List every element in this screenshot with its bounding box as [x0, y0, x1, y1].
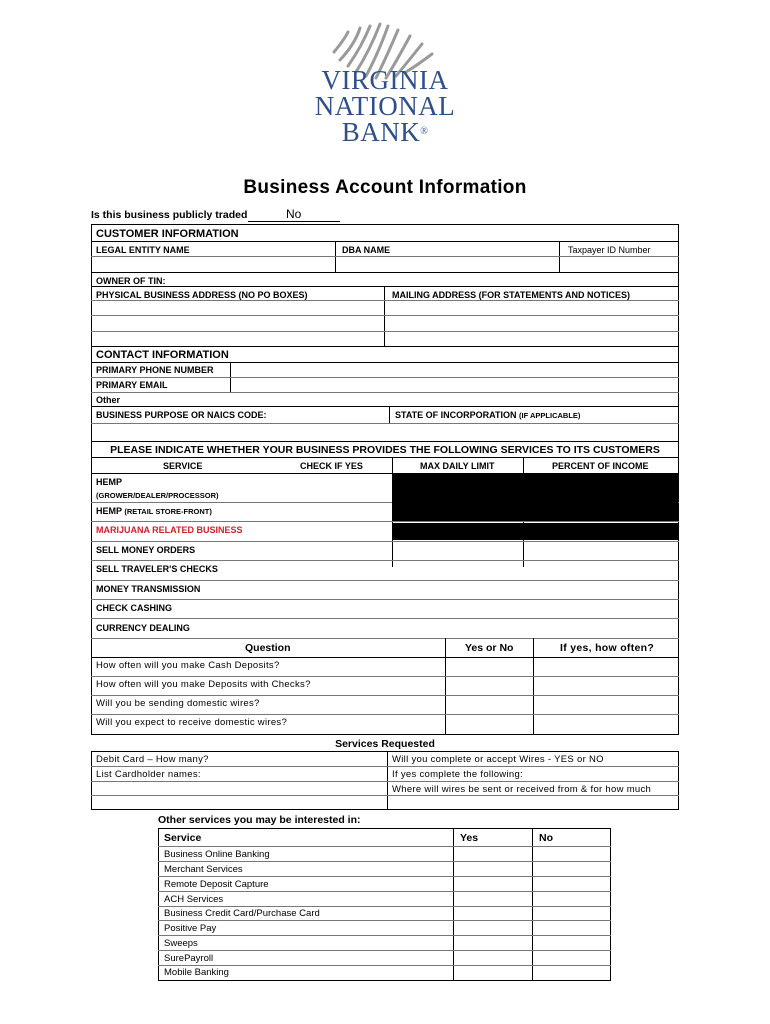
taxpayer-id-field[interactable]: [560, 257, 678, 272]
money-orders-check-box[interactable]: [300, 542, 380, 560]
col-yes-no-header: Yes or No: [465, 642, 514, 654]
service-hemp-sub: (GROWER/DEALER/PROCESSOR): [96, 491, 219, 500]
hemp-check-box[interactable]: [300, 475, 380, 501]
question-check-deposits: How often will you make Deposits with Checks?: [96, 679, 311, 690]
other-service-item: ACH Services: [164, 894, 224, 905]
wires-question-label: Will you complete or accept Wires - YES or NO: [392, 754, 604, 765]
services-requested-heading: Services Requested: [335, 738, 435, 750]
primary-phone-label: PRIMARY PHONE NUMBER: [96, 365, 214, 375]
cardholder-names-label: List Cardholder names:: [96, 769, 201, 780]
publicly-traded-answer[interactable]: No: [286, 207, 302, 221]
col-check-if-yes-header: CHECK IF YES: [300, 461, 363, 471]
service-check-cashing: CHECK CASHING: [96, 603, 173, 613]
question-cash-deposits: How often will you make Cash Deposits?: [96, 660, 280, 671]
hemp-retail-check-box[interactable]: [300, 503, 380, 520]
legal-entity-name-label: LEGAL ENTITY NAME: [96, 245, 190, 255]
marijuana-check-box[interactable]: [300, 522, 380, 540]
logo-line-bank: BANK®: [341, 117, 429, 147]
taxpayer-id-label: Taxpayer ID Number: [568, 245, 651, 255]
mailing-address-label: MAILING ADDRESS (FOR STATEMENTS AND NOTICES): [392, 290, 630, 300]
service-hemp-retail: HEMP (RETAIL STORE-FRONT): [96, 506, 212, 516]
dba-name-field[interactable]: [336, 257, 558, 272]
primary-phone-field[interactable]: [231, 363, 678, 377]
legal-entity-name-field[interactable]: [91, 257, 335, 272]
debit-card-label: Debit Card – How many?: [96, 754, 209, 765]
customer-info-heading: CUSTOMER INFORMATION: [96, 228, 239, 240]
other-col-yes-header: Yes: [460, 832, 479, 844]
business-purpose-label: BUSINESS PURPOSE OR NAICS CODE:: [96, 410, 267, 420]
primary-email-field[interactable]: [231, 378, 678, 392]
if-yes-label: If yes complete the following:: [392, 769, 523, 780]
service-money-transmission: MONEY TRANSMISSION: [96, 584, 201, 594]
service-hemp: HEMP: [96, 477, 123, 487]
other-service-item: Mobile Banking: [164, 967, 229, 978]
other-service-item: Business Credit Card/Purchase Card: [164, 908, 320, 919]
services-table-heading: PLEASE INDICATE WHETHER YOUR BUSINESS PROVIDES THE FOLLOWING SERVICES TO ITS CUSTOMERS: [110, 444, 660, 456]
other-service-item: Business Online Banking: [164, 849, 270, 860]
bank-logo: [300, 22, 470, 150]
other-service-item: Remote Deposit Capture: [164, 879, 269, 890]
primary-email-label: PRIMARY EMAIL: [96, 380, 168, 390]
col-question-header: Question: [245, 642, 291, 654]
contact-info-heading: CONTACT INFORMATION: [96, 349, 229, 361]
col-how-often-header: If yes, how often?: [560, 642, 655, 654]
other-service-item: SurePayroll: [164, 953, 214, 964]
publicly-traded-underline: [248, 221, 340, 222]
service-money-orders: SELL MONEY ORDERS: [96, 545, 196, 555]
other-services-heading: Other services you may be interested in:: [158, 814, 361, 826]
answer-cash-deposits-yes-no[interactable]: [446, 658, 532, 676]
answer-cash-deposits-how-often[interactable]: [534, 658, 678, 676]
other-service-item: Positive Pay: [164, 923, 217, 934]
page-title: Business Account Information: [243, 177, 527, 198]
col-service-header: SERVICE: [163, 461, 203, 471]
logo-line-national: NATIONAL: [314, 91, 456, 121]
wires-where-label: Where will wires be sent or received from & for how much: [392, 784, 652, 795]
other-col-no-header: No: [539, 832, 553, 844]
col-percent-income-header: PERCENT OF INCOME: [552, 461, 649, 471]
other-contact-label: Other: [96, 395, 121, 405]
question-sending-wires: Will you be sending domestic wires?: [96, 698, 260, 709]
state-of-incorporation-label: STATE OF INCORPORATION (IF APPLICABLE): [395, 410, 581, 420]
owner-of-tin-label: OWNER OF TIN:: [96, 276, 166, 286]
service-travelers-checks: SELL TRAVELER'S CHECKS: [96, 564, 218, 574]
dba-name-label: DBA NAME: [342, 245, 391, 255]
service-currency-dealing: CURRENCY DEALING: [96, 623, 190, 633]
other-service-item: Merchant Services: [164, 864, 243, 875]
service-marijuana: MARIJUANA RELATED BUSINESS: [96, 525, 243, 535]
other-col-service-header: Service: [164, 832, 202, 844]
logo-line-virginia: VIRGINIA: [321, 65, 449, 95]
other-service-item: Sweeps: [164, 938, 198, 949]
physical-address-label: PHYSICAL BUSINESS ADDRESS (NO PO BOXES): [96, 290, 308, 300]
question-receiving-wires: Will you expect to receive domestic wires?: [96, 717, 288, 728]
publicly-traded-question: Is this business publicly traded: [91, 209, 248, 221]
col-max-daily-limit-header: MAX DAILY LIMIT: [420, 461, 495, 471]
